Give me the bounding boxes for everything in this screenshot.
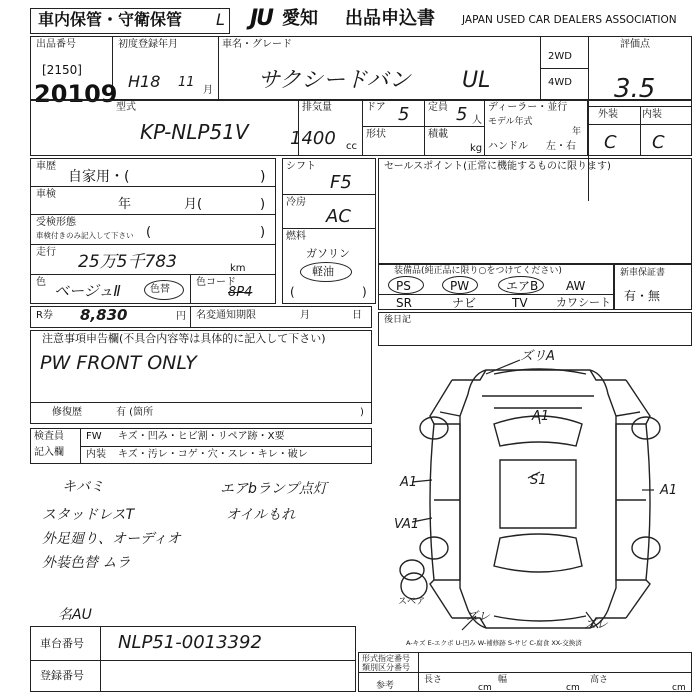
width-unit: cm [566, 683, 580, 693]
capacity-value: 5 [456, 104, 468, 125]
inspection-year: 年 [118, 197, 132, 212]
equip-pw-circle [442, 276, 478, 294]
equip-ps-circle [388, 276, 424, 294]
repair-close: ) [360, 407, 364, 418]
shift-label: シフト [286, 161, 316, 172]
spare-tire [401, 573, 427, 599]
registration-label: 初度登録年月 [118, 39, 178, 50]
equip-ps: PS [396, 279, 411, 293]
length-unit: cm [478, 683, 492, 693]
color-code-label: 色コード [196, 277, 236, 288]
drive-2wd: 2WD [548, 51, 572, 62]
inspection-label: 車検 [36, 189, 56, 200]
equipment-label: 装備品(純正品に限り○をつけてください) [394, 266, 562, 276]
equip-aw: AW [566, 279, 586, 293]
equip-navi: ナビ [452, 296, 477, 310]
load-label: 積載 [428, 129, 448, 140]
shift-value: F5 [330, 172, 352, 193]
person-unit: 人 [472, 115, 482, 126]
damage-legend: A-キズ E-エクボ U-凹み W-補修跡 S-サビ C-腐食 XX-交換済 [406, 639, 582, 647]
fuel-gasoline: ガソリン [306, 247, 350, 260]
note-studless: スタッドレスT [42, 507, 135, 523]
spare-label: スペア [398, 597, 426, 607]
model-grade: UL [462, 68, 491, 93]
diagram-top-mark: ズリA [520, 349, 555, 364]
form-code-label: 形式指定番号 [362, 654, 410, 663]
capacity-label: 定員 [428, 102, 448, 113]
repair-label: 修復歴 [52, 407, 82, 418]
warranty-value: 有・無 [624, 289, 661, 303]
evaluation-score: 3.5 [614, 74, 656, 104]
color-value: ベージュⅡ [54, 282, 121, 300]
diagram-right-side-mark: A1 [660, 483, 678, 498]
fuel-label: 燃料 [286, 231, 306, 242]
model-name-label: 車名・グレード [222, 39, 292, 50]
warranty-label: 新車保証書 [620, 268, 666, 278]
color-label: 色 [36, 277, 46, 288]
equip-tv: TV [512, 296, 528, 310]
damage-markers [412, 360, 654, 630]
inspector-label: 検査員 [34, 431, 64, 442]
type-label: 型式 [116, 102, 136, 113]
mileage-value: 25万5千783 [78, 252, 177, 272]
interior-check-label: 内装 [86, 449, 106, 460]
ref-label: 参考 [376, 681, 395, 691]
note-repaint: 外装色替 ムラ [42, 555, 131, 571]
lot-bracket: [2150] [42, 63, 82, 77]
equip-sr: SR [396, 296, 412, 310]
back-notes-box [378, 312, 692, 346]
registration-number-label: 登録番号 [40, 669, 84, 682]
note-oil-leak: オイルもれ [226, 507, 296, 523]
displacement-label: 排気量 [302, 102, 332, 113]
chassis-value: NLP51-0013392 [118, 632, 262, 653]
height-label: 高さ [590, 675, 609, 685]
diagram-center-mark: S1 [530, 473, 547, 488]
history-label: 車歴 [36, 161, 56, 172]
storage-stamp-text: 車内保管・守衛保管 [38, 10, 183, 29]
equip-leather: カワシート [556, 296, 611, 309]
equip-airbag-circle [498, 276, 544, 294]
mileage-label: 走行 [36, 247, 56, 258]
note-inspector-name: 名AU [58, 607, 92, 623]
doors-label: ドア [366, 102, 386, 113]
ac-label: 冷房 [286, 197, 306, 208]
notice-month: 月 [300, 310, 310, 321]
height-unit: cm [672, 683, 686, 693]
fuel-diesel: 軽油 [312, 265, 334, 278]
sales-point-label: セールスポイント(正常に機能するものに限ります) [384, 161, 611, 172]
sales-point-box [378, 158, 692, 264]
model-year-unit: 年 [572, 127, 582, 137]
notes-content: PW FRONT ONLY [40, 352, 197, 374]
repaint-label: 色替 [150, 284, 170, 295]
cc-unit: cc [346, 141, 357, 152]
repair-value: 有 (箇所 [116, 407, 154, 418]
inspection-month: 月( [184, 197, 203, 212]
history-value: 自家用・( [68, 169, 130, 185]
handle-label: ハンドル [488, 141, 528, 152]
diagram-roof-mark: A1 [532, 409, 550, 424]
interior-items: キズ・汚レ・コゲ・穴・スレ・キレ・破レ [118, 449, 308, 460]
note-undercarriage: 外足廻り、オーディオ [42, 531, 181, 547]
equip-pw: PW [450, 279, 470, 293]
wheels [400, 417, 660, 580]
color-code-value: 8P4 [228, 285, 253, 300]
inspection-close: ) [260, 197, 266, 212]
fw-items: キズ・凹み・ヒビ割・リペア跡・X要 [118, 431, 285, 442]
recycle-yen: 円 [176, 311, 186, 322]
association-logo: JU [250, 6, 273, 31]
model-year-label: モデル年式 [488, 117, 533, 127]
exterior-grade: C [604, 132, 617, 153]
note-airbag-lamp: エアbランプ点灯 [220, 481, 327, 497]
interior-label: 内装 [642, 109, 662, 120]
displacement-value: 1400 [290, 128, 336, 149]
diagram-left-lower-mark: VA1 [394, 517, 420, 532]
back-notes-label: 後日記 [384, 315, 412, 325]
length-label: 長さ [424, 675, 443, 685]
storage-stamp-mark: L [216, 10, 225, 29]
form-title: 出品申込書 [345, 8, 435, 29]
note-yellowing: キバミ [62, 479, 104, 495]
recycle-value: 8,830 [80, 306, 128, 324]
handle-options: 左・右 [546, 141, 576, 152]
diagram-bottom-right-mark: ズレ [584, 617, 609, 631]
drive-4wd: 4WD [548, 77, 572, 88]
notice-day: 日 [352, 310, 362, 321]
model-name: サクシードバン [258, 68, 411, 93]
lot-number: 20109 [34, 80, 118, 108]
evaluation-frame [588, 100, 692, 156]
exterior-label: 外装 [598, 109, 618, 120]
shape-label: 形状 [366, 129, 386, 140]
registration-month-unit: 月 [203, 85, 213, 96]
reception-note: 車検付きのみ記入して下さい [36, 231, 134, 240]
reception-open: ( [146, 225, 152, 240]
width-label: 幅 [498, 675, 508, 685]
model-type: KP-NLP51V [140, 120, 249, 144]
history-close: ) [260, 169, 266, 185]
mileage-unit: km [230, 263, 246, 274]
car-damage-diagram [390, 350, 692, 648]
reception-label: 受検形態 [36, 217, 76, 228]
kg-unit: kg [470, 143, 483, 154]
equip-airbag: エアB [506, 279, 539, 293]
ac-value: AC [326, 206, 351, 227]
association-name: JAPAN USED CAR DEALERS ASSOCIATION [462, 14, 677, 26]
reception-close: ) [260, 225, 266, 240]
logo-text: 愛知 [282, 8, 318, 29]
evaluation-label: 評価点 [620, 39, 650, 50]
fw-label: FW [86, 431, 102, 442]
inspector-entry-label: 記入欄 [34, 447, 64, 458]
dealer-label: ディーラー・並行 [488, 102, 568, 113]
recycle-label: R券 [36, 310, 53, 321]
class-code-label: 類別区分番号 [362, 663, 410, 672]
diagram-bottom-left-mark: ズレ [466, 609, 491, 623]
lot-label: 出品番号 [36, 39, 76, 50]
chassis-label: 車台番号 [40, 637, 84, 650]
doors-value: 5 [398, 104, 410, 125]
car-outline [430, 369, 650, 631]
registration-year: H18 [128, 72, 161, 91]
notes-label: 注意事項申告欄(不具合内容等は具体的に記入して下さい) [42, 332, 326, 345]
interior-grade: C [652, 132, 665, 153]
registration-month: 11 [178, 75, 195, 90]
notice-label: 名変通知期限 [196, 310, 256, 321]
diagram-left-side-mark: A1 [400, 475, 418, 490]
